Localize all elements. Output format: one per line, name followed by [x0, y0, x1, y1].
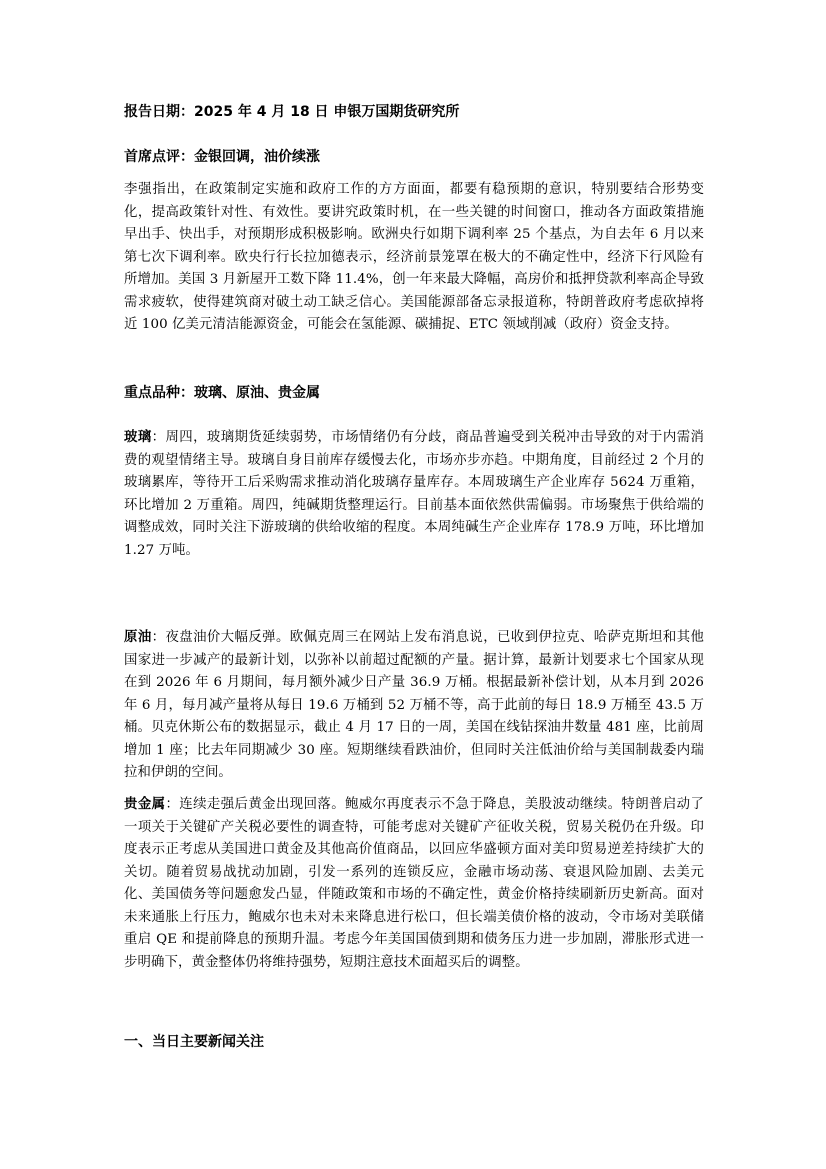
crude-oil-text: ：夜盘油价大幅反弹。欧佩克周三在网站上发布消息说，已收到伊拉克、哈萨克斯坦和其他国家进一步减产的最新计划，以弥补以前超过配额的产量。据计算，最新计划要求七个国家从现在到 2026 年 6 月期间，每月额外减少日产量 36.9 万桶。根据最新补偿计划，从本月到 2026 年 6 月，每月减产量将从每日 19.6 万桶到 52 万桶不等，高于此前的每日 18.9 万桶至 43.5 万桶。贝克休斯公布的数据显示，截止 4 月 17 日的一周，美国在线钻探油井数量 481 座，比前周增加 1 座；比去年同期减少 30 座。短期继续看跌油价，但同时关注低油价给与美国制裁委内瑞拉和伊朗的空间。: [124, 630, 704, 780]
section-one-title: 一、当日主要新闻关注: [124, 1034, 264, 1050]
crude-oil-paragraph: [124, 627, 704, 785]
report-date-header: 报告日期：2025 年 4 月 18 日 申银万国期货研究所: [124, 104, 460, 120]
chief-comment-title: 首席点评：金银回调，油价续涨: [124, 149, 320, 165]
precious-metals-text: ：连续走强后黄金出现回落。鲍威尔再度表示不急于降息，美股波动继续。特朗普启动了一项关于关键矿产关税必要性的调查特，可能考虑对关键矿产征收关税，贸易关税仍在升级。印度表示正考虑从美国进口黄金及其他高价值商品，以回应华盛顿方面对美印贸易逆差持续扩大的关切。随着贸易战扰动加剧，引发一系列的连锁反应，金融市场动荡、衰退风险加剧、去美元化、美国债务等问题愈发凸显，伴随政策和市场的不确定性，黄金价格持续刷新历史新高。面对未来通胀上行压力，鲍威尔也未对未来降息进行松口，但长端美债价格的波动，令市场对美联储重启 QE 和提前降息的预期升温。考虑今年美国国债到期和债务压力进一步加剧，滞胀形式进一步明确下，黄金整体仍将维持强势，短期注意技术面超买后的调整。: [124, 797, 704, 970]
glass-paragraph: [124, 427, 704, 562]
precious-metals-paragraph: [124, 794, 704, 974]
crude-oil-label: 原油: [124, 630, 152, 645]
key-varieties-title: 重点品种：玻璃、原油、贵金属: [124, 385, 320, 401]
glass-text: ：周四，玻璃期货延续弱势，市场情绪仍有分歧，商品普遍受到关税冲击导致的对于内需消费的观望情绪主导。玻璃自身目前库存缓慢去化，市场亦步亦趋。中期角度，目前经过 2 个月的玻璃累库，等待开工后采购需求推动消化玻璃存量库存。本周玻璃生产企业库存 5624 万重箱，环比增加 2 万重箱。周四，纯碱期货整理运行。目前基本面依然供需偏弱。市场聚焦于供给端的调整成效，同时关注下游玻璃的供给收缩的程度。本周纯碱生产企业库存 178.9 万吨，环比增加 1.27 万吨。: [124, 430, 704, 558]
glass-label: 玻璃: [124, 430, 152, 445]
precious-metals-label: 贵金属: [124, 797, 166, 812]
chief-comment-body: 李强指出，在政策制定实施和政府工作的方方面面，都要有稳预期的意识，特别要结合形势变化，提高政策针对性、有效性。要讲究政策时机，在一些关键的时间窗口，推动各方面政策措施早出手、快出手，对预期形成积极影响。欧洲央行如期下调利率 25 个基点，为自去年 6 月以来第七次下调利率。欧央行行长拉加德表示，经济前景笼罩在极大的不确定性中，经济下行风险有所增加。美国 3 月新屋开工数下降 11.4%，创一年来最大降幅，高房价和抵押贷款利率高企导致需求疲软，使得建筑商对破土动工缺乏信心。美国能源部备忘录报道称，特朗普政府考虑砍掉将近 100 亿美元清洁能源资金，可能会在氢能源、碳捕捉、ETC 领域削减（政府）资金支持。: [124, 182, 704, 332]
